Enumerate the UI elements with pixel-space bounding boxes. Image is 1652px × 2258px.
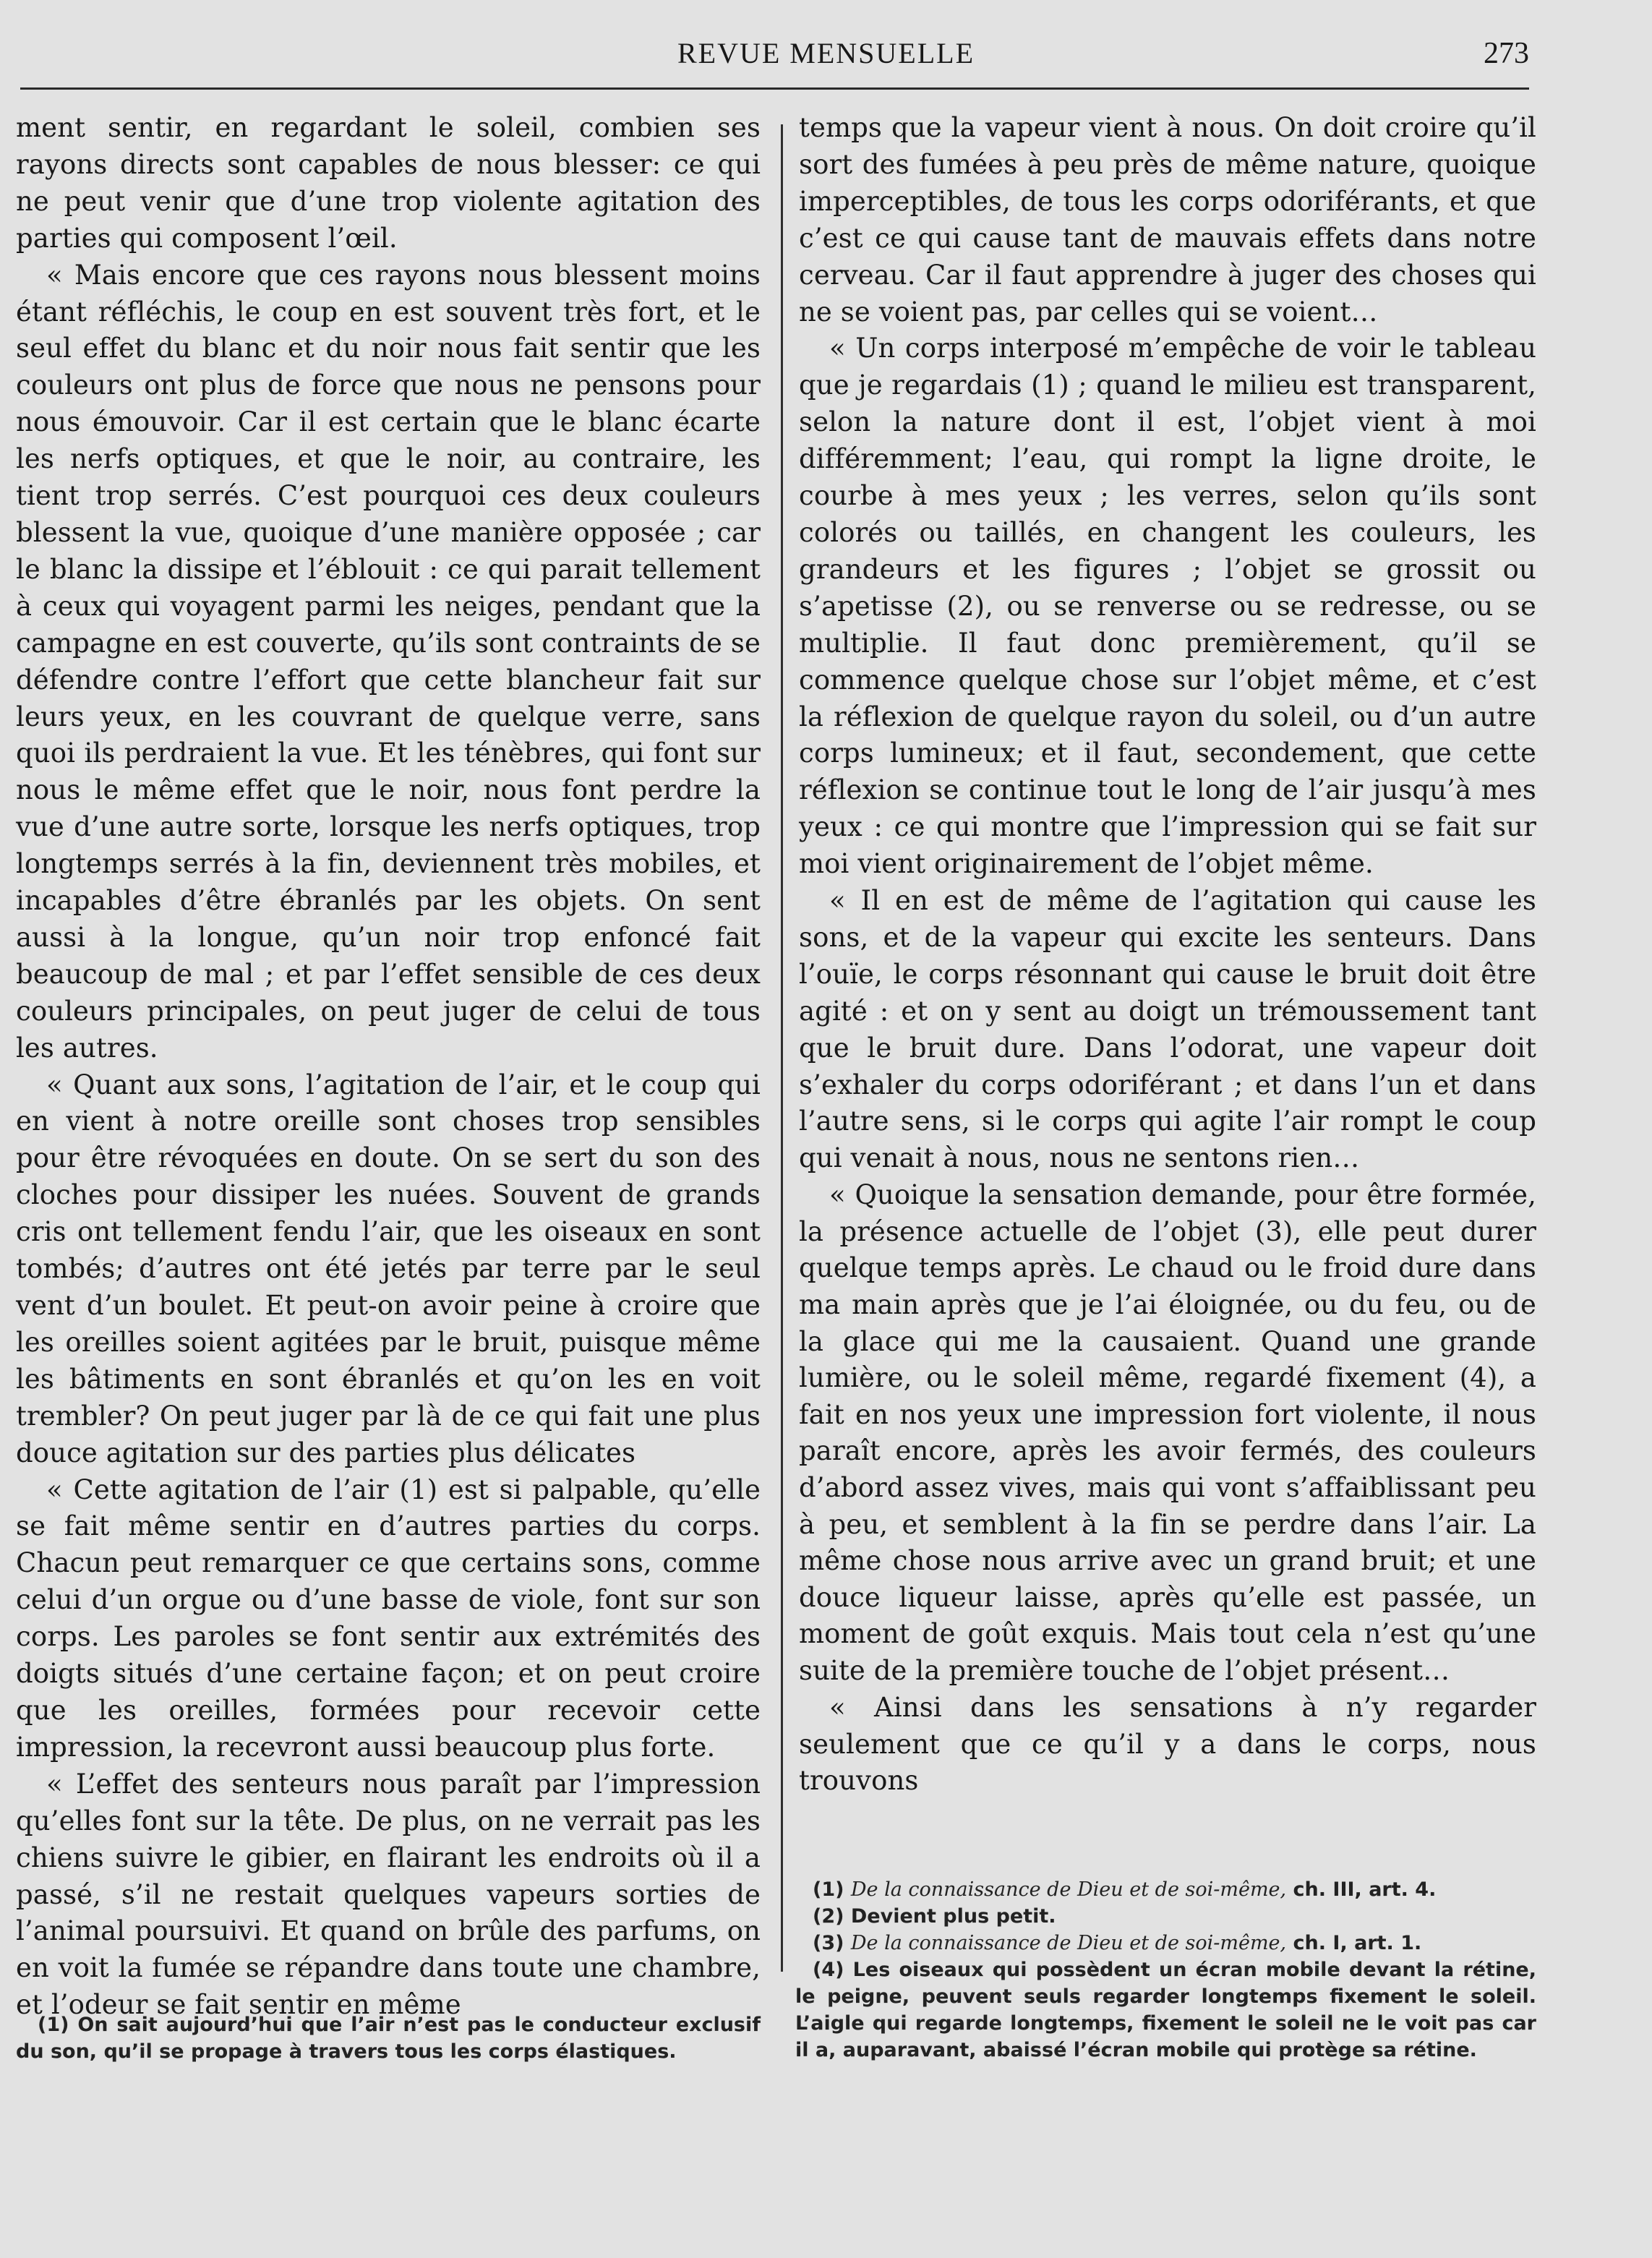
footnote-mark: (2) [813,1905,844,1928]
footnote [16,2011,761,2065]
paragraph: « Quoique la sensation demande, pour être formée, la présence actuelle de l’objet (3), elle peut durer quelque temps après. Le chaud ou le froid dure dans ma main après que je l’ai éloignée, ou du feu, ou de la glace qui me la causaient. Quand une grande lumière, ou le soleil même, regardé fixement (4), a fait en nos yeux une impression fort violente, il nous paraît encore, après les avoir fermés, des couleurs d’abord assez vives, mais qui vont s’affaiblissant peu à peu, et semblent à la fin se perdre dans l’air. La même chose nous arrive avec un grand bruit; et une douce liqueur laisse, après qu’elle est passée, un moment de goût exquis. Mais tout cela n’est qu’une suite de la première touche de l’objet présent… [799,1179,1536,1686]
paragraph: temps que la vapeur vient à nous. On doit croire qu’il sort des fumées à peu près de même nature, quoique imperceptibles, de tous les corps odoriférants, et que c’est ce qui cause tant de mauvais effets dans notre cerveau. Car il faut apprendre à juger des choses qui ne se voient pas, par celles qui se voient… [799,112,1536,328]
footnote [795,1876,1536,1903]
paragraph: « Un corps interposé m’empêche de voir le tableau que je regardais (1) ; quand le milieu est transparent, selon la nature dont il est, l’objet vient à moi différemment; l’eau, qui rompt la ligne droite, le courbe à mes yeux ; les verres, selon qu’ils sont colorés ou taillés, en changent les couleurs, les grandeurs et les figures ; l’objet se grossit ou s’apetisse (2), ou se renverse ou se redresse, ou se multiplie. Il faut donc premièrement, qu’il se commence quelque chose sur l’objet même, et c’est la réflexion de quelque rayon du soleil, ou d’un autre corps lumineux; et il faut, secondement, que cette réflexion se continue tout le long de l’air jusqu’à mes yeux : ce qui montre que l’impression qui se fait sur moi vient originairement de l’objet même. [799,333,1536,880]
footnote [795,1930,1536,1956]
page-number: 273 [1484,37,1529,70]
paragraph: « L’effet des senteurs nous paraît par l’impression qu’elles font sur la tête. De plus, on ne verrait pas les chiens suivre le gibier, en flairant les endroits où il a passé, s’il ne restait quelques vapeurs sorties de l’animal poursuivi. Et quand on brûle des parfums, on en voit la fumée se répandre dans toute une chambre, et l’odeur se fait sentir en même [16,1768,761,2021]
footnote-mark: (1) [38,2014,69,2036]
footnotes-right [795,1876,1536,2064]
footnote-mark: (4) [813,1959,844,1981]
footnote-mark: (3) [813,1932,844,1954]
footnote-text: ch. I, art. 1. [1286,1932,1422,1954]
paragraph: « Ainsi dans les sensations à n’y regarder seulement que ce qu’il y a dans le corps, nous trouvons [799,1691,1536,1797]
footnote-text: Les oiseaux qui possèdent un écran mobile devant la rétine, le peigne, peuvent seuls regarder longtemps fixement le soleil. L’aigle qui regarde longtemps, fixement le soleil ne le voit pas car il a, auparavant, abaissé l’écran mobile qui protège sa rétine. [795,1959,1536,2061]
header-rule [20,87,1529,90]
paragraph: ment sentir, en regardant le soleil, combien ses rayons directs sont capables de nous blesser: ce qui ne peut venir que d’une trop violente agitation des parties qui composent l’œil. [16,112,761,254]
footnote-text: Devient plus petit. [850,1905,1056,1928]
right-column [799,110,1536,1800]
paragraph: « Cette agitation de l’air (1) est si palpable, qu’elle se fait même sentir en d’autres parties du corps. Chacun peut remarquer ce que certains sons, comme celui d’un orgue ou d’une basse de viole, font sur son corps. Les paroles se font sentir aux extrémités des doigts situés d’une certaine façon; et on peut croire que les oreilles, formées pour recevoir cette impression, la recevront aussi beaucoup plus forte. [16,1474,761,1763]
paragraph: « Il en est de même de l’agitation qui cause les sons, et de la vapeur qui excite les senteurs. Dans l’ouïe, le corps résonnant qui cause le bruit doit être agité : et on y sent au doigt un trémoussement tant que le bruit dure. Dans l’odorat, une vapeur doit s’exhaler du corps odoriférant ; et dans l’un et dans l’autre sens, si le corps qui agite l’air rompt le coup qui venait à nous, nous ne sentons rien… [799,885,1536,1174]
paragraph: « Mais encore que ces rayons nous blessent moins étant réfléchis, le coup en est souvent très fort, et le seul effet du blanc et du noir nous fait sentir que les couleurs ont plus de force que nous ne pensons pour nous émouvoir. Car il est certain que le blanc écarte les nerfs optiques, et que le noir, au contraire, les tient trop serrés. C’est pourquoi ces deux couleurs blessent la vue, quoique d’une manière opposée ; car le blanc la dissipe et l’éblouit : ce qui parait tellement à ceux qui voyagent parmi les neiges, pendant que la campagne en est couverte, qu’ils sont contraints de se défendre contre l’effort que cette blancheur fait sur leurs yeux, en les couvrant de quelque verre, sans quoi ils perdraient la vue. Et les ténèbres, qui font sur nous le même effet que le noir, nous font perdre la vue d’une autre sorte, lorsque les nerfs optiques, trop longtemps serrés à la fin, deviennent très mobiles, et incapables d’être ébranlés par les objets. On sent aussi à la longue, qu’un noir trop enfoncé fait beaucoup de mal ; et par l’effet sensible de ces deux couleurs principales, on peut juger de celui de tous les autres. [16,259,761,1064]
footnote-text: ch. III, art. 4. [1286,1878,1437,1901]
footnote [795,1903,1536,1930]
footnote [795,1956,1536,2064]
footnote-text: On sait aujourd’hui que l’air n’est pas le conducteur exclusif du son, qu’il se propage à travers tous les corps élastiques. [16,2014,761,2063]
footnotes-left [16,2011,761,2065]
column-divider [781,124,783,1972]
footnote-mark: (1) [813,1878,844,1901]
footnote-title: De la connaissance de Dieu et de soi-même, [850,1878,1287,1901]
left-column [16,110,761,2024]
paragraph: « Quant aux sons, l’agitation de l’air, et le coup qui en vient à notre oreille sont choses trop sensibles pour être révoquées en doute. On se sert du son des cloches pour dissiper les nuées. Souvent de grands cris ont tellement fendu l’air, que les oiseaux en sont tombés; d’autres ont été jetés par terre par le seul vent d’un boulet. Et peut-on avoir peine à croire que les oreilles soient agitées par le bruit, puisque même les bâtiments en sont ébranlés et qu’on les en voit trembler? On peut juger par là de ce qui fait une plus douce agitation sur des parties plus délicates [16,1069,761,1468]
footnote-title: De la connaissance de Dieu et de soi-même, [850,1932,1287,1954]
running-header-title: REVUE MENSUELLE [677,37,975,69]
